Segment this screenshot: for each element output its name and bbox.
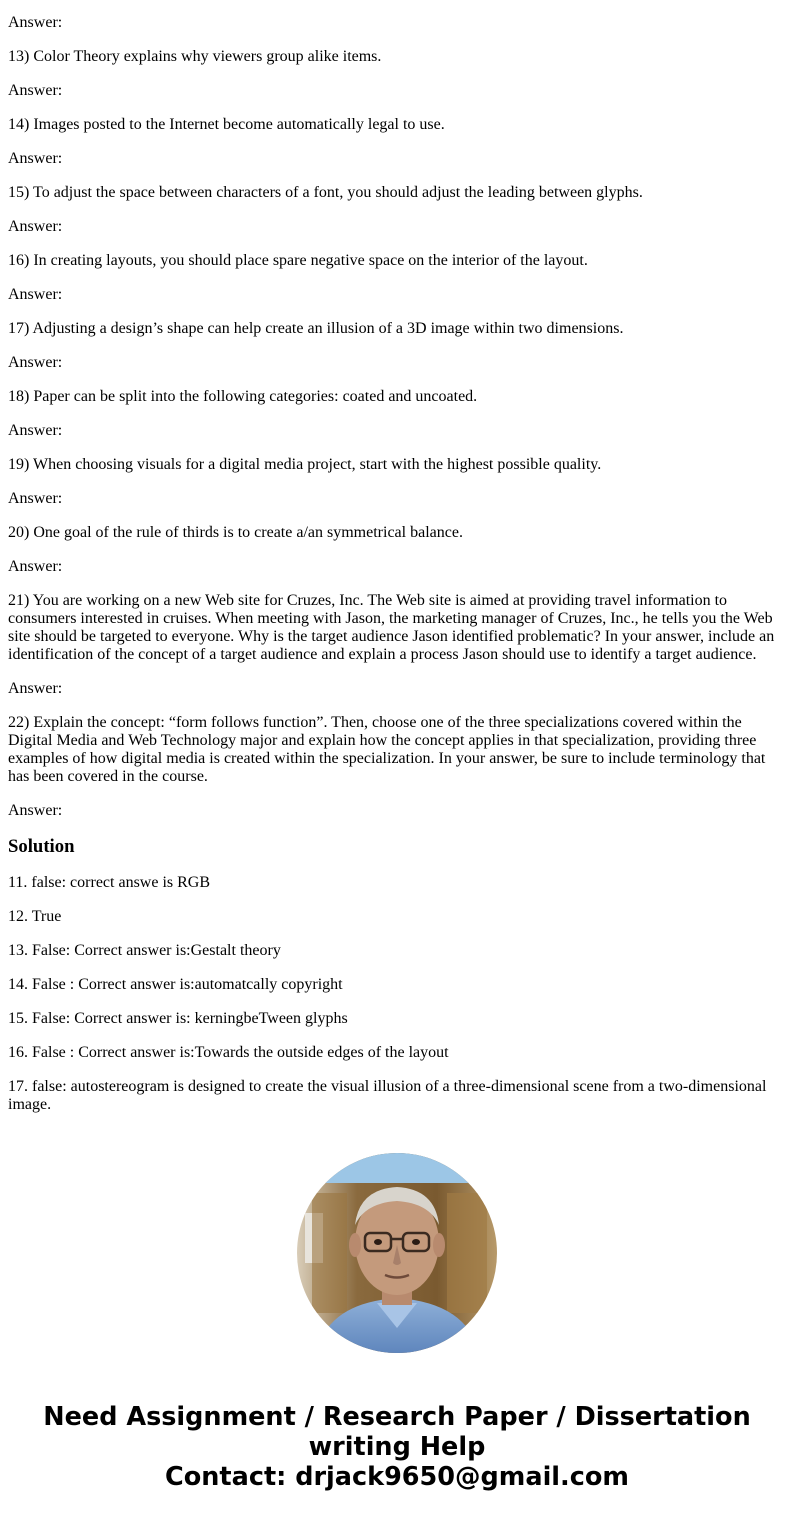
solution-line: 16. False : Correct answer is:Towards the outside edges of the layout	[8, 1044, 449, 1061]
question-18: 18) Paper can be split into the following categories: coated and uncoated.	[8, 388, 478, 405]
answer-label: Answer:	[8, 14, 63, 31]
question-16: 16) In creating layouts, you should place spare negative space on the interior of the layout.	[8, 252, 588, 269]
question-21: 21) You are working on a new Web site for Cruzes, Inc. The Web site is aimed at providing travel information to consumers interested in cruises. When meeting with Jason, the marketing manager of Cruzes, Inc., he tells you the Web site should be targeted to everyone. Why is the target audience Jason identified problematic? In your answer, include an identification of the concept of a target audience and explain a process Jason should use to identify a target audience.	[8, 592, 775, 663]
question-14: 14) Images posted to the Internet become automatically legal to use.	[8, 116, 445, 133]
cta-line: writing Help	[308, 1432, 486, 1462]
solution-line: 12. True	[8, 908, 62, 925]
question-19: 19) When choosing visuals for a digital media project, start with the highest possible quality.	[8, 456, 602, 473]
answer-label: Answer:	[8, 802, 63, 819]
solution-line: 14. False : Correct answer is:automatcally copyright	[8, 976, 343, 993]
answer-label: Answer:	[8, 490, 63, 507]
question-22: 22) Explain the concept: “form follows function”. Then, choose one of the three specializations covered within the Digital Media and Web Technology major and explain how the concept applies in that specialization, providing three examples of how digital media is created within the specialization. In your answer, be sure to include terminology that has been covered in the course.	[8, 714, 766, 785]
answer-label: Answer:	[8, 422, 63, 439]
cta-line: Need Assignment / Research Paper / Dissertation	[43, 1402, 751, 1432]
solution-heading: Solution	[8, 836, 75, 857]
answer-label: Answer:	[8, 82, 63, 99]
solution-line: 17. false: autostereogram is designed to create the visual illusion of a three-dimensional scene from a two-dimensional image.	[8, 1078, 767, 1113]
avatar	[297, 1153, 497, 1353]
question-13: 13) Color Theory explains why viewers group alike items.	[8, 48, 382, 65]
question-20: 20) One goal of the rule of thirds is to create a/an symmetrical balance.	[8, 524, 463, 541]
answer-label: Answer:	[8, 680, 63, 697]
answer-label: Answer:	[8, 150, 63, 167]
answer-label: Answer:	[8, 354, 63, 371]
answer-label: Answer:	[8, 218, 63, 235]
question-17: 17) Adjusting a design’s shape can help create an illusion of a 3D image within two dimensions.	[8, 320, 624, 337]
solution-line: 11. false: correct answe is RGB	[8, 874, 211, 891]
solution-line: 15. False: Correct answer is: kerningbeTween glyphs	[8, 1010, 348, 1027]
document-body	[8, 14, 778, 1130]
contact-banner	[0, 1402, 794, 1492]
solution-line: 13. False: Correct answer is:Gestalt theory	[8, 942, 281, 959]
answer-label: Answer:	[8, 286, 63, 303]
answer-label: Answer:	[8, 558, 63, 575]
contact-email: Contact: drjack9650@gmail.com	[165, 1462, 629, 1492]
question-15: 15) To adjust the space between characters of a font, you should adjust the leading between glyphs.	[8, 184, 643, 201]
person-photo-icon	[297, 1153, 497, 1353]
